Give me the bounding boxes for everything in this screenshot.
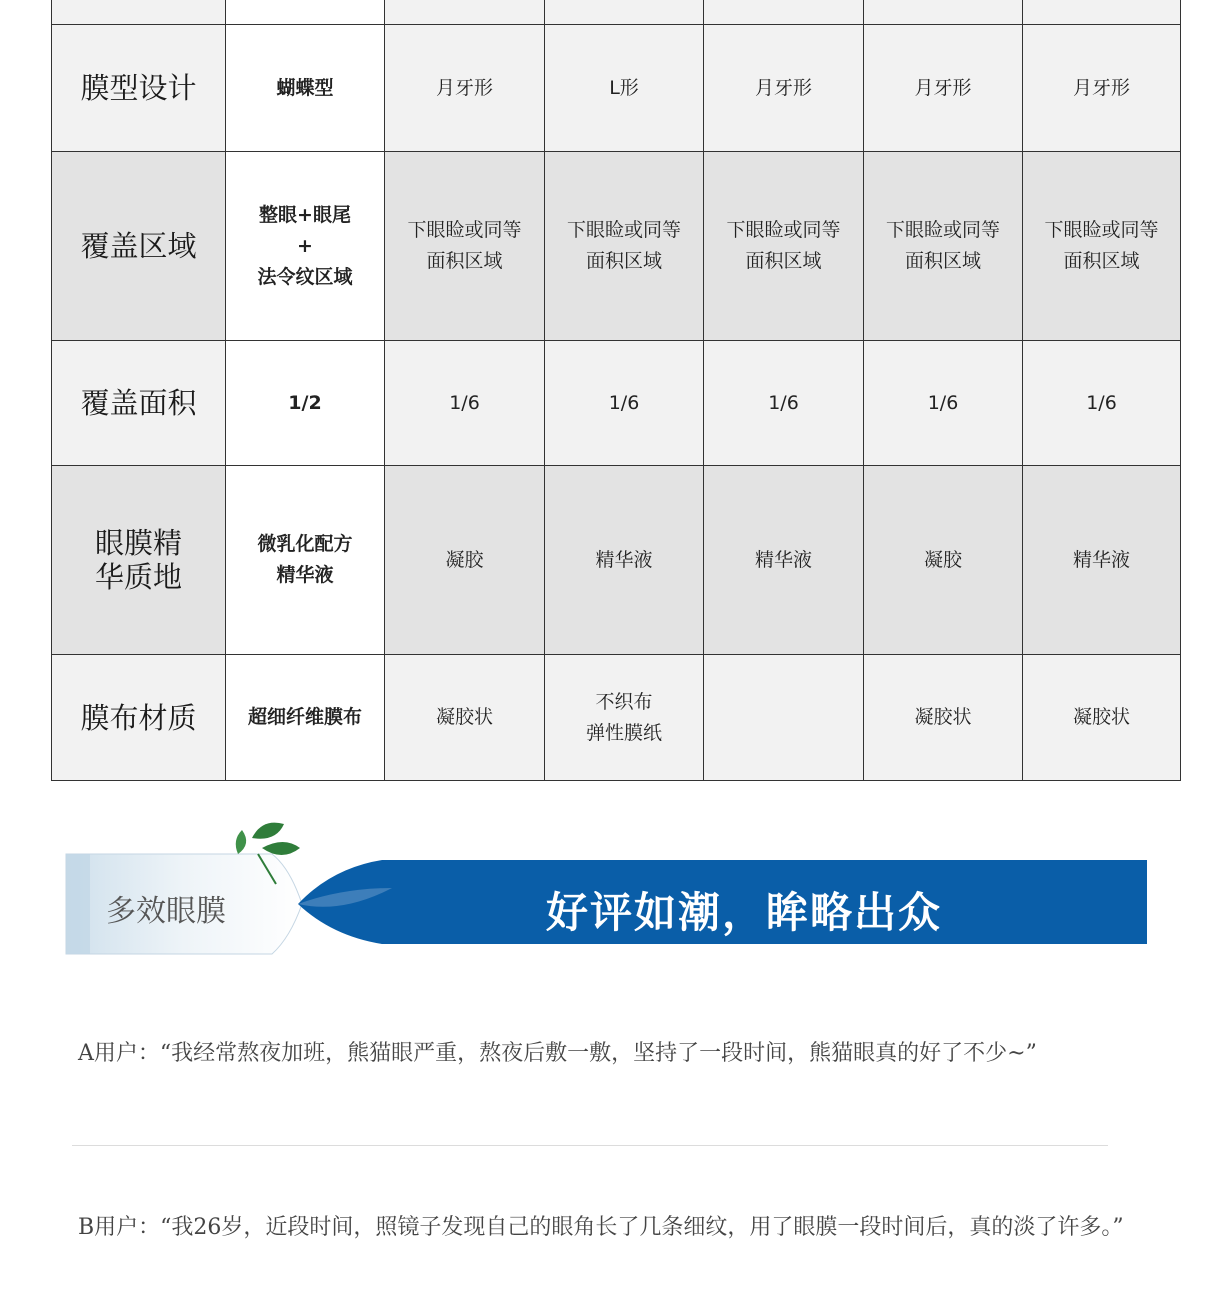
cell-competitor: 凝胶状 xyxy=(864,655,1023,781)
table-row-top-cut xyxy=(52,0,1181,25)
cell-competitor: 月牙形 xyxy=(704,25,864,152)
banner-headline: 好评如潮，眸略出众 xyxy=(546,888,943,937)
cell-competitor: 月牙形 xyxy=(1023,25,1181,152)
cell-competitor: 1/6 xyxy=(385,341,545,466)
table-row-essence-texture xyxy=(52,466,1181,655)
review-divider xyxy=(72,1145,1108,1146)
cell-competitor: 精华液 xyxy=(545,466,704,655)
cell-ours: 1/2 xyxy=(226,341,385,466)
cell-competitor: 下眼睑或同等 面积区域 xyxy=(385,152,545,341)
table-row-sheet-material xyxy=(52,655,1181,781)
banner-product-label: 多效眼膜 xyxy=(106,894,226,929)
table-row-coverage-zone xyxy=(52,152,1181,341)
cell-ours: 超细纤维膜布 xyxy=(226,655,385,781)
cell-competitor: 下眼睑或同等 面积区域 xyxy=(545,152,704,341)
cell-competitor: 1/6 xyxy=(1023,341,1181,466)
comparison-table xyxy=(51,0,1181,781)
cell-competitor: 月牙形 xyxy=(385,25,545,152)
cell-competitor: 凝胶状 xyxy=(385,655,545,781)
cell-competitor: 下眼睑或同等 面积区域 xyxy=(864,152,1023,341)
cell-competitor: 凝胶 xyxy=(385,466,545,655)
cell-competitor: 1/6 xyxy=(545,341,704,466)
row-label-coverage-zone: 覆盖区域 xyxy=(52,152,226,341)
cell-competitor: 精华液 xyxy=(1023,466,1181,655)
cell-ours: 蝴蝶型 xyxy=(226,25,385,152)
table-row-shape xyxy=(52,25,1181,152)
row-label-essence-texture: 眼膜精 华质地 xyxy=(52,466,226,655)
cell-competitor: 月牙形 xyxy=(864,25,1023,152)
cell-competitor: 凝胶 xyxy=(864,466,1023,655)
cell-competitor: 不织布 弹性膜纸 xyxy=(545,655,704,781)
cell-ours: 整眼+眼尾 + 法令纹区域 xyxy=(226,152,385,341)
cell-competitor: 凝胶状 xyxy=(1023,655,1181,781)
cell-competitor xyxy=(704,655,864,781)
cell-competitor: 下眼睑或同等 面积区域 xyxy=(704,152,864,341)
cell-ours: 微乳化配方 精华液 xyxy=(226,466,385,655)
cell-competitor: 1/6 xyxy=(704,341,864,466)
section-banner xyxy=(62,818,1152,968)
cell-competitor: 1/6 xyxy=(864,341,1023,466)
review-text: B用户：“我26岁，近段时间，照镜子发现自己的眼角长了几条细纹，用了眼膜一段时间后，真的淡了许多。” xyxy=(78,1215,1124,1240)
cell-competitor: 下眼睑或同等 面积区域 xyxy=(1023,152,1181,341)
row-label-sheet-material: 膜布材质 xyxy=(52,655,226,781)
cell-competitor: 精华液 xyxy=(704,466,864,655)
row-label-shape: 膜型设计 xyxy=(52,25,226,152)
table-row-coverage-area xyxy=(52,341,1181,466)
review-text: A用户：“我经常熬夜加班，熊猫眼严重，熬夜后敷一敷，坚持了一段时间，熊猫眼真的好了不少~” xyxy=(78,1041,1037,1066)
row-label-coverage-area: 覆盖面积 xyxy=(52,341,226,466)
cell-competitor: L形 xyxy=(545,25,704,152)
